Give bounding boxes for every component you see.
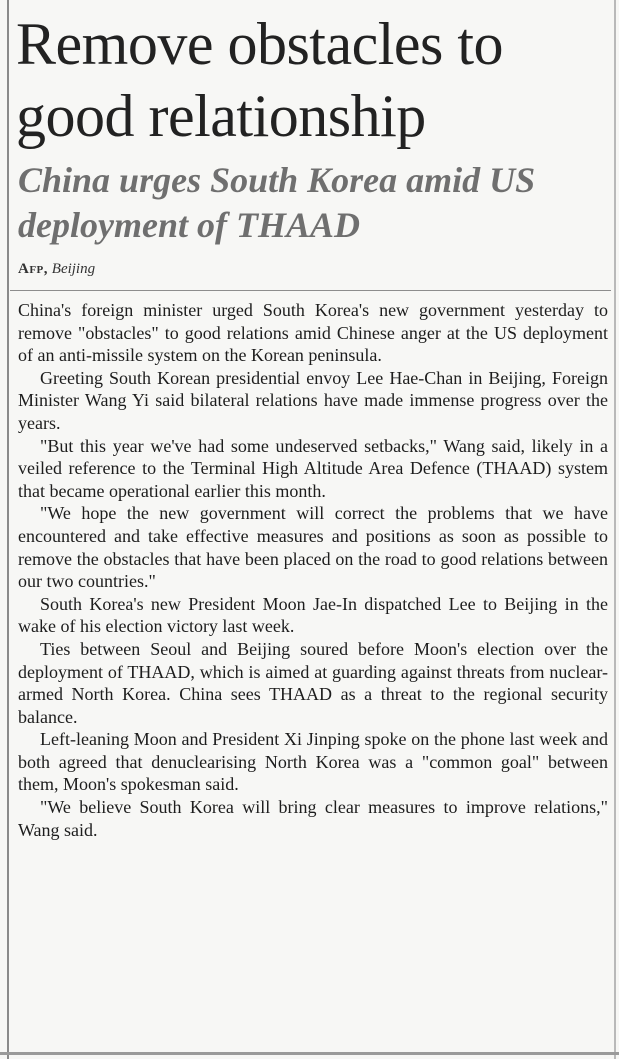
bottom-border	[0, 1052, 619, 1055]
article-body	[18, 299, 608, 841]
subheadline: China urges South Korea amid US deployment of THAAD	[18, 160, 536, 245]
article-paragraph: Ties between Seoul and Beijing soured before Moon's election over the deployment of THAAD, which is aimed at guarding against threats from nuclear-armed North Korea. China sees THAAD as a threat to the regional security balance.	[18, 638, 608, 727]
article-paragraph: "But this year we've had some undeserved setbacks," Wang said, likely in a veiled reference to the Terminal High Altitude Area Defence (THAAD) system that became operational earlier this month.	[18, 435, 608, 501]
byline-location: Beijing	[51, 261, 96, 277]
headline: Remove obstacles to good relationship	[16, 11, 504, 149]
article-paragraph: "We believe South Korea will bring clear measures to improve relations," Wang said.	[18, 797, 608, 840]
article-paragraph: China's foreign minister urged South Korea's new government yesterday to remove "obstacles" to good relations amid Chinese anger at the US deployment of an anti-missile system on the Korean peninsula.	[18, 300, 608, 366]
byline-agency: Afp,	[18, 261, 49, 277]
right-border	[614, 0, 616, 1059]
article-paragraph: South Korea's new President Moon Jae-In dispatched Lee to Beijing in the wake of his election victory last week.	[18, 593, 608, 637]
article-paragraph: "We hope the new government will correct the problems that we have encountered and take effective measures and positions as soon as possible to remove the obstacles that have been placed on the road to good relations between our two countries."	[18, 503, 608, 592]
left-border	[7, 0, 9, 1059]
byline-divider	[10, 290, 611, 291]
article-paragraph: Greeting South Korean presidential envoy Lee Hae-Chan in Beijing, Foreign Minister Wang Yi said bilateral relations have made immense progress over the years.	[18, 367, 608, 433]
byline	[18, 261, 95, 278]
article-paragraph: Left-leaning Moon and President Xi Jinping spoke on the phone last week and both agreed that denuclearising North Korea was a "common goal" between them, Moon's spokesman said.	[18, 729, 608, 795]
